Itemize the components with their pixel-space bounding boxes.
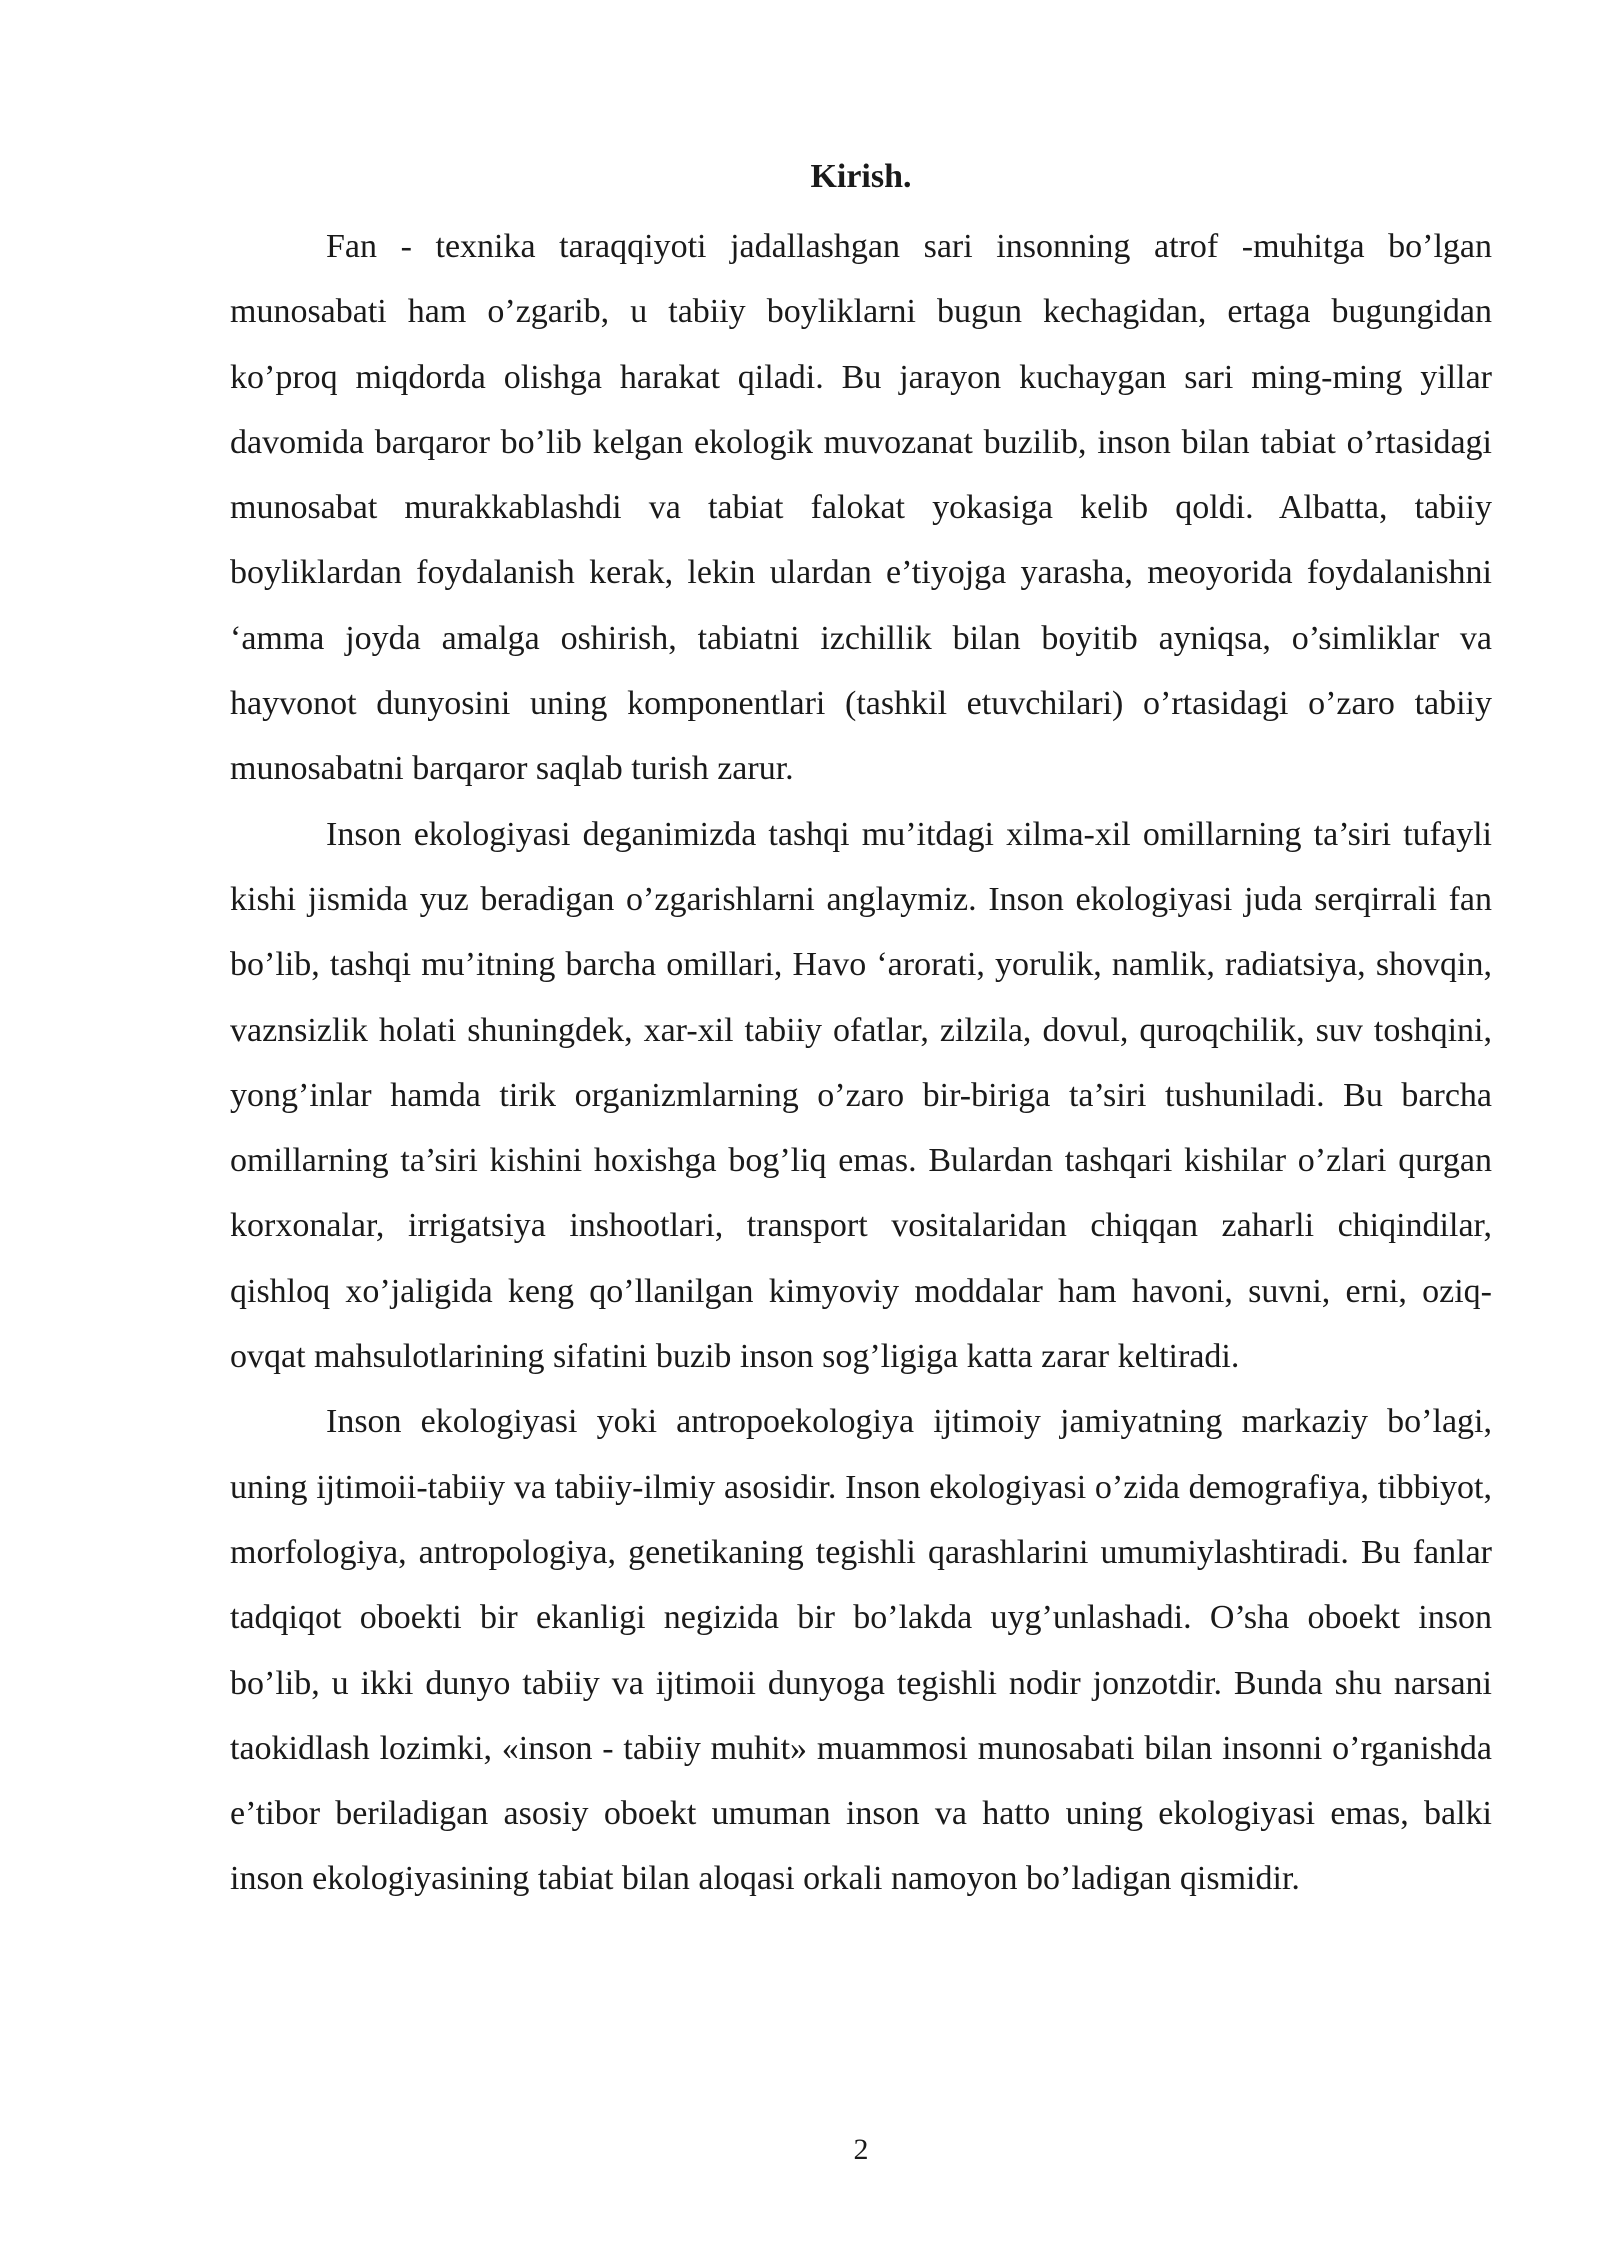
paragraph-1: Fan - texnika taraqqiyoti jadallashgan sari insonning atrof -muhitga bo’lgan munosabati ham o’zgarib, u tabiiy boyliklarni bugun kechagidan, ertaga bugungidan ko’proq miqdorda olishga harakat qiladi. Bu jarayon kuchaygan sari ming-ming yillar davomida barqaror bo’lib kelgan ekologik muvozanat buzilib, inson bilan tabiat o’rtasidagi munosabat murakkablashdi va tabiat falokat yokasiga kelib qoldi. Albatta, tabiiy boyliklardan foydalanish kerak, lekin ulardan e’tiyojga yarasha, meoyorida foydalanishni ‘amma joyda amalga oshirish, tabiatni izchillik bilan boyitib ayniqsa, o’simliklar va hayvonot dunyosini uning komponentlari (tashkil etuvchilari) o’rtasidagi o’zaro tabiiy munosabatni barqaror saqlab turish zarur. — [230, 228, 1492, 788]
paragraph-2: Inson ekologiyasi deganimizda tashqi mu’itdagi xilma-xil omillarning ta’siri tufayli kishi jismida yuz beradigan o’zgarishlarni anglaymiz. Inson ekologiyasi juda serqirrali fan bo’lib, tashqi mu’itning barcha omillari, Havo ‘arorati, yorulik, namlik, radiatsiya, shovqin, vaznsizlik holati shuningdek, xar-xil tabiiy ofatlar, zilzila, dovul, quroqchilik, suv toshqini, yong’inlar hamda tirik organizmlarning o’zaro bir-biriga ta’siri tushuniladi. Bu barcha omillarning ta’siri kishini hoxishga bog’liq emas. Bulardan tashqari kishilar o’zlari qurgan korxonalar, irrigatsiya inshootlari, transport vositalaridan chiqqan zaharli chiqindilar, qishloq xo’jaligida keng qo’llanilgan kimyoviy moddalar ham havoni, suvni, erni, oziq-ovqat mahsulotlarining sifatini buzib inson sog’ligiga katta zarar keltiradi. — [230, 815, 1492, 1376]
page-number: 2 — [853, 2133, 869, 2166]
document-page — [230, 150, 1492, 1912]
section-heading: Kirish. — [810, 158, 912, 195]
paragraph-3: Inson ekologiyasi yoki antropoekologiya ijtimoiy jamiyatning markaziy bo’lagi, uning ijtimoii-tabiiy va tabiiy-ilmiy asosidir. Inson ekologiyasi o’zida demografiya, tibbiyot, morfologiya, antropologiya, genetikaning tegishli qarashlarini umumiylashtiradi. Bu fanlar tadqiqot oboekti bir ekanligi negizida bir bo’lakda uyg’unlashadi. O’sha oboekt inson bo’lib, u ikki dunyo tabiiy va ijtimoii dunyoga tegishli nodir jonzotdir. Bunda shu narsani taokidlash lozimki, «inson - tabiiy muhit» muammosi munosabati bilan insonni o’rganishda e’tibor beriladigan asosiy oboekt umuman inson va hatto uning ekologiyasi emas, balki inson ekologiyasining tabiat bilan aloqasi orkali namoyon bo’ladigan qismidir. — [230, 1403, 1492, 1898]
